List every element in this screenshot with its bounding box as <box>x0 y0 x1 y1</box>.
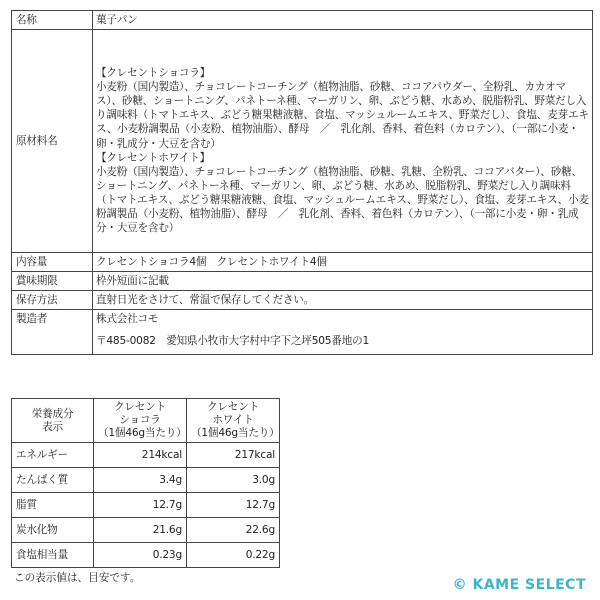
storage-key: 保存方法 <box>12 291 93 310</box>
watermark: © KAME SELECT <box>452 577 586 593</box>
maker-row <box>12 310 593 355</box>
nutrition-row-value-white: 12.7g <box>187 493 280 518</box>
content-row <box>12 253 593 272</box>
name-value: 菓子パン <box>93 11 593 30</box>
nutrition-row-value-chocolat: 214kcal <box>94 443 187 468</box>
nutrition-header-row <box>12 399 280 443</box>
nutrition-row-label: たんぱく質 <box>12 468 94 493</box>
nutrition-row-value-white: 0.22g <box>187 543 280 568</box>
nutrition-row-label: エネルギー <box>12 443 94 468</box>
maker-value <box>93 310 593 355</box>
food-label-table <box>11 10 593 355</box>
nutrition-header-label: 栄養成分 表示 <box>12 399 94 443</box>
nutrition-row <box>12 468 280 493</box>
nutrition-row <box>12 518 280 543</box>
ingredients-heading-white: 【クレセントホワイト】 <box>96 151 211 164</box>
nutrition-row-value-white: 217kcal <box>187 443 280 468</box>
maker-name: 株式会社コモ <box>96 313 159 326</box>
nutrition-row <box>12 443 280 468</box>
nutrition-row-value-white: 3.0g <box>187 468 280 493</box>
nutrition-row-value-chocolat: 0.23g <box>94 543 187 568</box>
content-key: 内容量 <box>12 253 93 272</box>
maker-key: 製造者 <box>12 310 93 355</box>
nutrition-col-white: クレセント ホワイト （1個46g当たり） <box>187 399 280 443</box>
nutrition-row <box>12 493 280 518</box>
nutrition-row-value-chocolat: 3.4g <box>94 468 187 493</box>
storage-row <box>12 291 593 310</box>
nutrition-note: この表示値は、目安です。 <box>14 572 141 584</box>
ingredients-row <box>12 30 593 253</box>
name-row <box>12 11 593 30</box>
nutrition-row <box>12 543 280 568</box>
nutrition-row-label: 食塩相当量 <box>12 543 94 568</box>
ingredients-heading-chocolat: 【クレセントショコラ】 <box>96 67 211 80</box>
ingredients-value <box>93 30 593 253</box>
ingredients-text-chocolat: 小麦粉（国内製造）、チョコレートコーチング（植物油脂、砂糖、ココアパウダー、全粉乳、カカオマス）、砂糖、ショートニング、パネトーネ種、マーガリン、卵、ぶどう糖、水あめ、脱脂粉乳、野菜だし入り調味料（トマトエキス、ぶどう糖果糖液糖、食塩、マッシュルームエキス、野菜だし）、食塩、麦芽エキス、小麦粉調製品（小麦粉、植物油脂）、酵母 ／ 乳化剤、香料、着色料（カロテン）、（一部に小麦・卵・乳成分・大豆を含む） <box>96 81 589 150</box>
name-key: 名称 <box>12 11 93 30</box>
content-value: クレセントショコラ4個 クレセントホワイト4個 <box>93 253 593 272</box>
expiry-row <box>12 272 593 291</box>
nutrition-table <box>11 398 280 568</box>
storage-value: 直射日光をさけて、常温で保存してください。 <box>93 291 593 310</box>
ingredients-key: 原材料名 <box>12 30 93 253</box>
maker-address: 〒485-0082 愛知県小牧市大字村中字下之坪505番地の1 <box>96 335 370 348</box>
expiry-key: 賞味期限 <box>12 272 93 291</box>
nutrition-row-label: 脂質 <box>12 493 94 518</box>
nutrition-row-value-white: 22.6g <box>187 518 280 543</box>
nutrition-row-label: 炭水化物 <box>12 518 94 543</box>
expiry-value: 枠外短面に記載 <box>93 272 593 291</box>
nutrition-row-value-chocolat: 12.7g <box>94 493 187 518</box>
nutrition-col-chocolat: クレセント ショコラ （1個46g当たり） <box>94 399 187 443</box>
nutrition-row-value-chocolat: 21.6g <box>94 518 187 543</box>
ingredients-text-white: 小麦粉（国内製造）、チョコレートコーチング（植物油脂、砂糖、乳糖、全粉乳、ココアバター）、砂糖、ショートニング、パネトーネ種、マーガリン、卵、ぶどう糖、水あめ、脱脂粉乳、野菜だし入り調味料（トマトエキス、ぶどう糖果糖液糖、食塩、マッシュルームエキス、野菜だし）、食塩、麦芽エキス、小麦粉調製品（小麦粉、植物油脂）、酵母 ／ 乳化剤、香料、着色料（カロテン）、（一部に小麦・卵・乳成分・大豆を含む） <box>96 165 589 235</box>
